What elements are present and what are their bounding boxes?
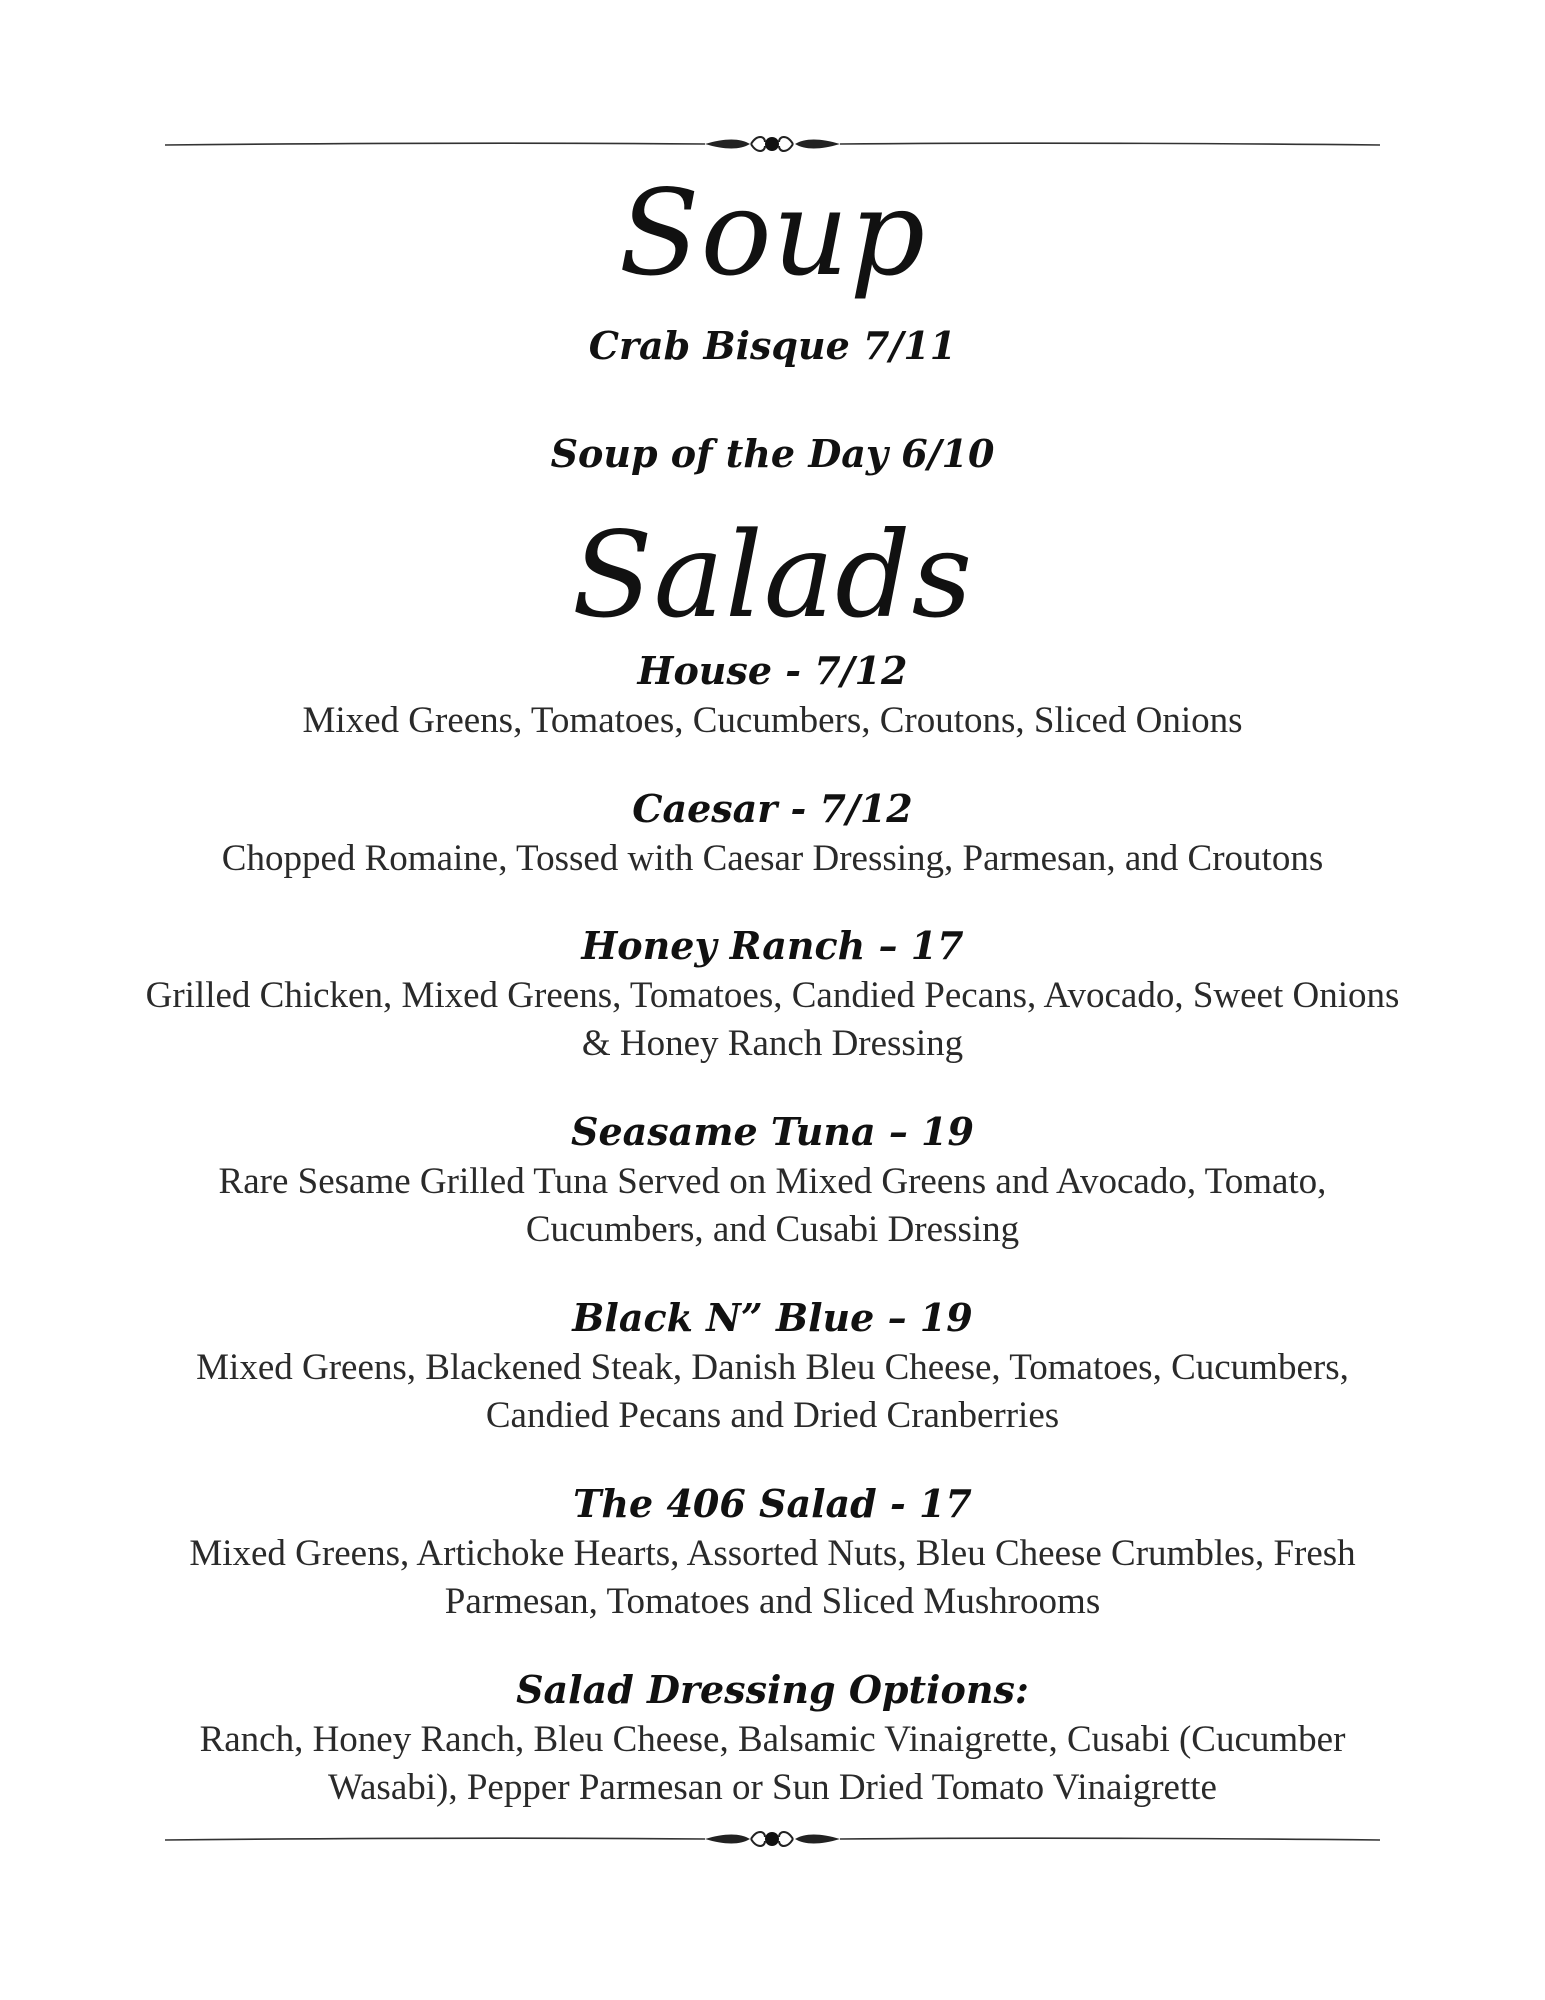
bottom-ornament-divider (165, 1825, 1380, 1855)
dressing-options-title: Salad Dressing Options: (516, 1667, 1029, 1712)
menu-item-title: Seasame Tuna – 19 (571, 1109, 974, 1154)
menu-item-title: Honey Ranch – 17 (581, 923, 964, 968)
menu-item-title: Black N” Blue – 19 (572, 1295, 973, 1340)
salads-heading: Salads (571, 506, 974, 644)
menu-item-description: Rare Sesame Grilled Tuna Served on Mixed Greens and Avocado, Tomato, Cucumbers, and Cusabi Dressing (218, 1161, 1327, 1250)
menu-item-title: Crab Bisque 7/11 (588, 323, 957, 368)
menu-item-title: The 406 Salad - 17 (573, 1481, 972, 1526)
menu-item-description: Mixed Greens, Artichoke Hearts, Assorted Nuts, Bleu Cheese Crumbles, Fresh Parmesan, Tomatoes and Sliced Mushrooms (189, 1533, 1356, 1622)
menu-item-description: Mixed Greens, Tomatoes, Cucumbers, Croutons, Sliced Onions (302, 700, 1243, 741)
menu-item-title: House - 7/12 (637, 648, 908, 693)
top-ornament-divider (165, 130, 1380, 160)
flourish-divider-icon (165, 130, 1380, 160)
menu-item-title: Soup of the Day 6/10 (550, 431, 995, 476)
menu-item-description: Chopped Romaine, Tossed with Caesar Dressing, Parmesan, and Croutons (221, 838, 1324, 879)
dressing-options-list: Ranch, Honey Ranch, Bleu Cheese, Balsamic Vinaigrette, Cusabi (Cucumber Wasabi), Pepper Parmesan or Sun Dried Tomato Vinaigrette (199, 1719, 1346, 1808)
menu-item-description: Mixed Greens, Blackened Steak, Danish Bleu Cheese, Tomatoes, Cucumbers, Candied Pecans and Dried Cranberries (196, 1347, 1349, 1436)
menu-item-title: Caesar - 7/12 (632, 786, 913, 831)
menu-item-description: Grilled Chicken, Mixed Greens, Tomatoes, Candied Pecans, Avocado, Sweet Onions & Honey Ranch Dressing (145, 975, 1400, 1064)
soup-heading: Soup (618, 164, 927, 302)
flourish-divider-icon (165, 1825, 1380, 1855)
